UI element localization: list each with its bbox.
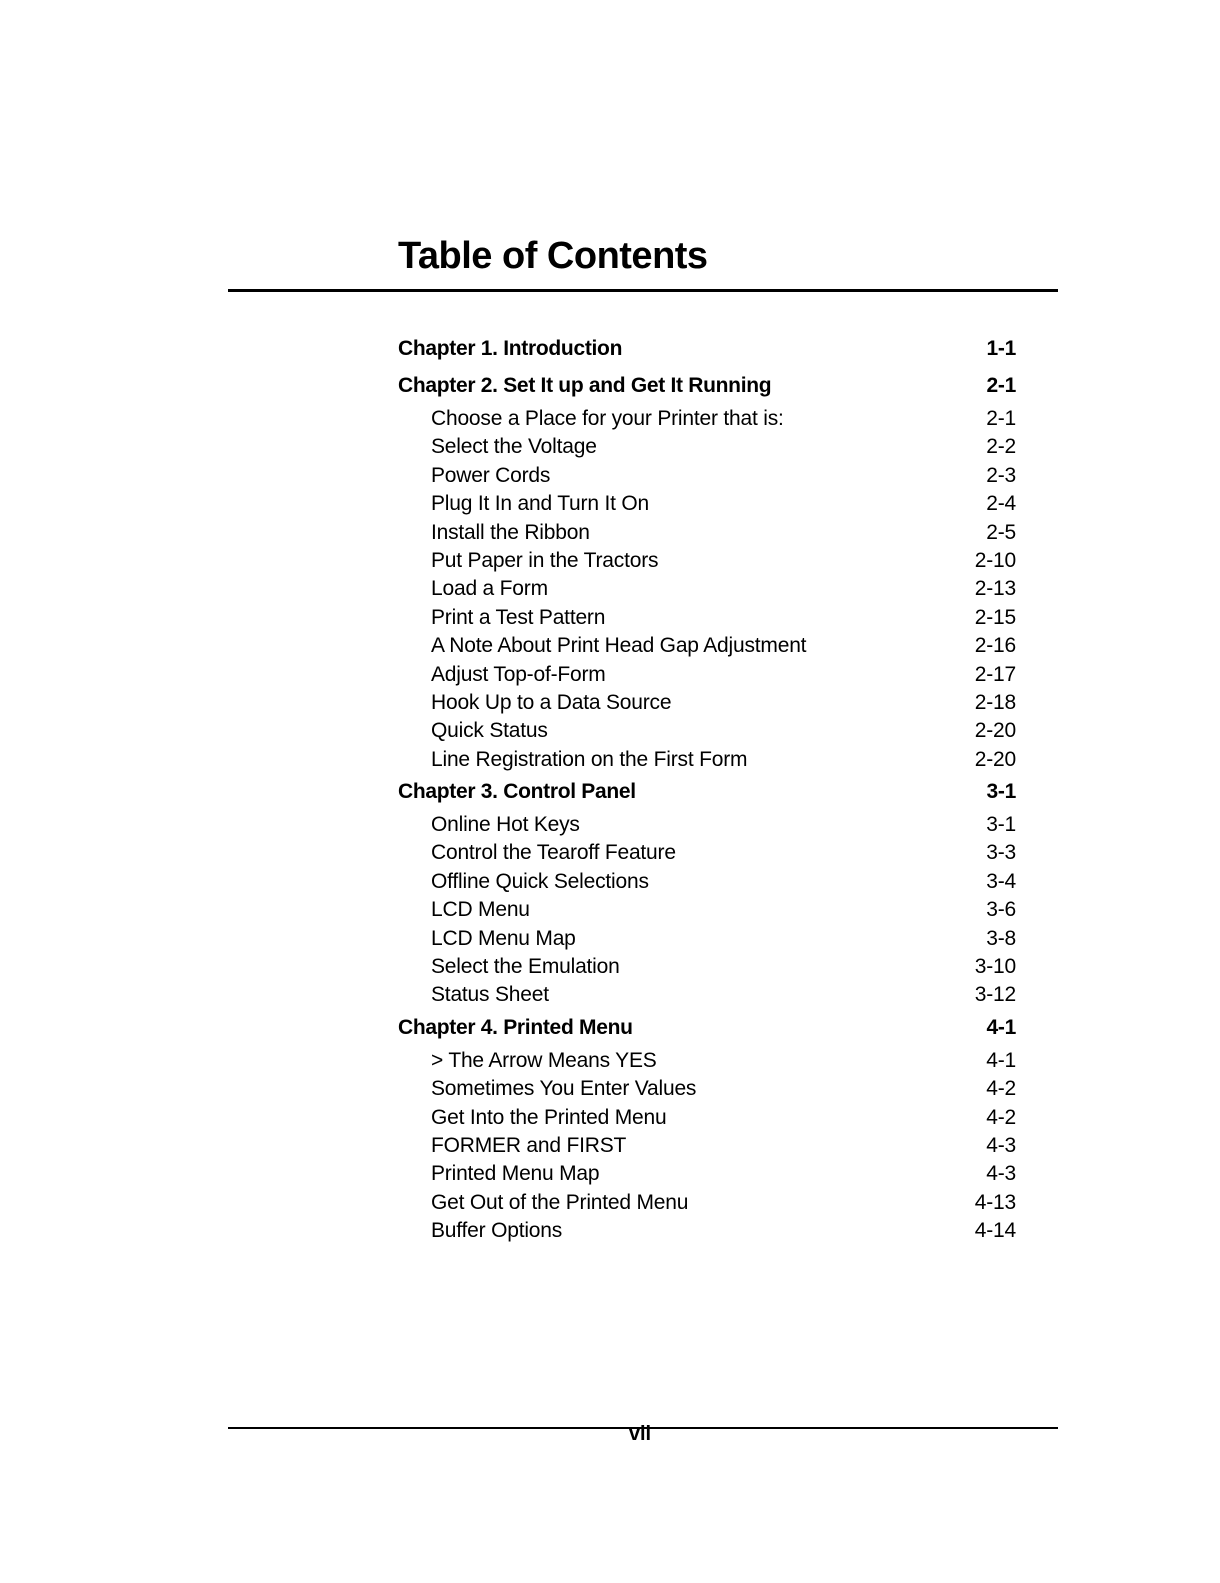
- toc-section-title: Print a Test Pattern: [431, 605, 606, 629]
- toc-section-entry[interactable]: [398, 405, 1022, 433]
- toc-section-title: > The Arrow Means YES: [431, 1048, 657, 1072]
- toc-chapter-title: Chapter 1. Introduction: [398, 337, 623, 360]
- toc-section-page: 3-12: [974, 983, 1016, 1007]
- toc-section-page: 4-14: [974, 1219, 1016, 1243]
- toc-chapter-entry[interactable]: [398, 371, 1022, 405]
- toc-section-page: 2-17: [974, 662, 1016, 686]
- toc-chapter-entry[interactable]: [398, 334, 1022, 368]
- toc-section-title: Online Hot Keys: [431, 813, 580, 837]
- toc-section-title: Choose a Place for your Printer that is:: [431, 407, 784, 430]
- toc-section-title: LCD Menu: [431, 898, 530, 922]
- toc-chapter-page: 2-1: [986, 374, 1016, 397]
- toc-section-title: Hook Up to a Data Source: [431, 690, 672, 714]
- toc-section-page: 4-3: [986, 1133, 1016, 1157]
- toc-section-entry[interactable]: [398, 896, 1022, 924]
- toc-section-entry[interactable]: [398, 981, 1022, 1009]
- toc-section-page: 3-6: [986, 898, 1016, 922]
- toc-section-entry[interactable]: [398, 1217, 1022, 1245]
- toc-section-title: Offline Quick Selections: [431, 869, 649, 893]
- toc-section-entry[interactable]: [398, 868, 1022, 896]
- toc-section-page: 4-2: [986, 1105, 1016, 1129]
- toc-chapter-entry[interactable]: [398, 777, 1022, 811]
- toc-section-page: 3-10: [974, 955, 1016, 979]
- toc-section-entry[interactable]: [398, 1075, 1022, 1103]
- title-divider: [228, 289, 1058, 292]
- toc-chapter-title: Chapter 3. Control Panel: [398, 780, 636, 804]
- toc-section-title: LCD Menu Map: [431, 926, 576, 950]
- toc-section-page: 4-2: [986, 1077, 1016, 1101]
- toc-section-title: Select the Voltage: [431, 435, 597, 459]
- toc-section-entry[interactable]: [398, 604, 1022, 632]
- toc-section-entry[interactable]: [398, 811, 1022, 839]
- toc-chapter-entry[interactable]: [398, 1013, 1022, 1047]
- toc-section-title: Adjust Top-of-Form: [431, 662, 606, 686]
- toc-section-entry[interactable]: [398, 490, 1022, 518]
- toc-section-page: 4-3: [986, 1162, 1016, 1186]
- toc-section-title: Status Sheet: [431, 983, 549, 1007]
- toc-section-title: Quick Status: [431, 719, 548, 743]
- toc-section-page: 2-4: [986, 492, 1016, 516]
- toc-section-page: 2-15: [974, 605, 1016, 629]
- toc-chapter: [398, 777, 1022, 1010]
- toc-section-page: 2-1: [986, 407, 1016, 430]
- toc-chapter-title: Chapter 4. Printed Menu: [398, 1015, 633, 1039]
- toc-section-entry[interactable]: [398, 689, 1022, 717]
- toc-section-entry[interactable]: [398, 519, 1022, 547]
- toc-section-title: Line Registration on the First Form: [431, 747, 748, 771]
- toc-section-title: Control the Tearoff Feature: [431, 841, 676, 865]
- toc-section-entry[interactable]: [398, 1160, 1022, 1188]
- toc-section-title: Plug It In and Turn It On: [431, 492, 649, 516]
- toc-section-title: Get Into the Printed Menu: [431, 1105, 667, 1129]
- toc-section-entry[interactable]: [398, 1189, 1022, 1217]
- toc-section-entry[interactable]: [398, 462, 1022, 490]
- toc-section-entry[interactable]: [398, 839, 1022, 867]
- table-of-contents: [398, 334, 1022, 1249]
- toc-section-entry[interactable]: [398, 433, 1022, 461]
- toc-section-page: 3-4: [986, 869, 1016, 893]
- toc-section-entry[interactable]: [398, 1104, 1022, 1132]
- toc-section-entry[interactable]: [398, 746, 1022, 774]
- toc-chapter-page: 1-1: [986, 337, 1016, 360]
- toc-section-title: Install the Ribbon: [431, 520, 590, 544]
- toc-section-page: 3-8: [986, 926, 1016, 950]
- toc-chapter: [398, 371, 1022, 774]
- toc-section-page: 2-10: [974, 548, 1016, 572]
- toc-section-page: 4-1: [986, 1048, 1016, 1072]
- toc-section-entry[interactable]: [398, 953, 1022, 981]
- toc-chapter-page: 4-1: [986, 1015, 1016, 1039]
- toc-section-title: Sometimes You Enter Values: [431, 1077, 697, 1101]
- toc-section-entry[interactable]: [398, 925, 1022, 953]
- toc-section-entry[interactable]: [398, 575, 1022, 603]
- toc-section-entry[interactable]: [398, 717, 1022, 745]
- toc-section-page: 2-20: [974, 747, 1016, 771]
- toc-section-title: Load a Form: [431, 577, 548, 601]
- toc-section-title: Buffer Options: [431, 1219, 563, 1243]
- page-number: vii: [628, 1423, 652, 1445]
- toc-section-page: 2-13: [974, 577, 1016, 601]
- toc-section-entry[interactable]: [398, 632, 1022, 660]
- toc-section-page: 2-2: [986, 435, 1016, 459]
- toc-section-title: Select the Emulation: [431, 955, 620, 979]
- toc-section-page: 2-3: [986, 463, 1016, 487]
- toc-section-entry[interactable]: [398, 661, 1022, 689]
- toc-section-page: 3-1: [986, 813, 1016, 837]
- toc-section-title: Get Out of the Printed Menu: [431, 1190, 689, 1214]
- toc-chapter: [398, 334, 1022, 368]
- toc-section-page: 2-20: [974, 719, 1016, 743]
- toc-chapter-page: 3-1: [986, 780, 1016, 804]
- toc-section-page: 2-16: [974, 634, 1016, 658]
- toc-section-page: 4-13: [974, 1190, 1016, 1214]
- toc-chapter: [398, 1013, 1022, 1246]
- toc-section-entry[interactable]: [398, 1132, 1022, 1160]
- toc-section-title: FORMER and FIRST: [431, 1133, 627, 1157]
- page-title: Table of Contents: [398, 235, 708, 277]
- toc-section-title: Power Cords: [431, 463, 551, 487]
- toc-section-page: 3-3: [986, 841, 1016, 865]
- toc-section-title: Printed Menu Map: [431, 1162, 600, 1186]
- toc-section-page: 2-5: [986, 520, 1016, 544]
- toc-section-title: A Note About Print Head Gap Adjustment: [431, 634, 807, 658]
- toc-chapter-title: Chapter 2. Set It up and Get It Running: [398, 374, 772, 397]
- toc-section-entry[interactable]: [398, 547, 1022, 575]
- toc-section-page: 2-18: [974, 690, 1016, 714]
- toc-section-entry[interactable]: [398, 1047, 1022, 1075]
- toc-section-title: Put Paper in the Tractors: [431, 548, 659, 572]
